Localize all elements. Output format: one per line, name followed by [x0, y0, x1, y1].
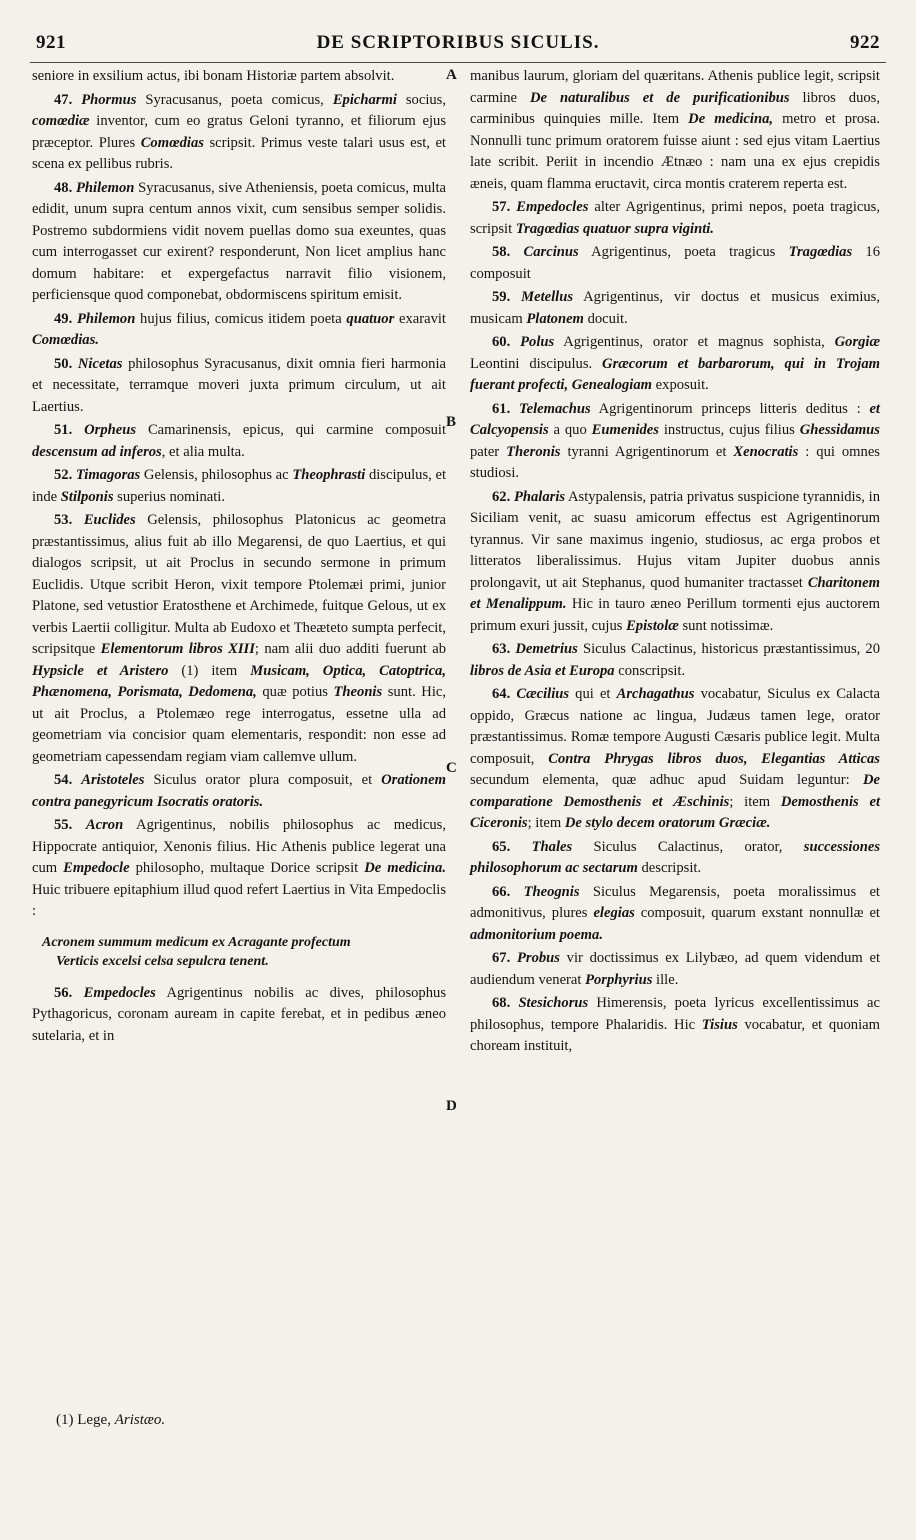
emphasis-text: Probus: [516, 950, 560, 966]
emphasis-text: Comœdias: [140, 134, 204, 151]
emphasis-text: De naturalibus et de purificationibus: [530, 89, 790, 106]
emphasis-text: De comparatione Demosthenis et Æschinis: [470, 772, 880, 810]
body-text: socius,: [396, 91, 447, 108]
emphasis-text: Thales: [531, 838, 573, 855]
entry-66: [470, 882, 880, 947]
emphasis-text: admonitorium poema.: [470, 926, 603, 943]
entry-47: [32, 90, 446, 176]
body-text: Huic tribuere epitaphium illud quod refert Laertius in Vita Empedoclis :: [32, 881, 446, 919]
body-text: inventor, cum eo gratus Geloni tyranno, et filiorum ejus præceptor. Plures: [32, 113, 446, 151]
body-text: secundum elementa, quæ adhuc apud Suidam leguntur:: [470, 772, 863, 788]
body-text: sunt. Hic, ut ait Proclus, a Ptolemæo rege interrogatus, essetne ulla ad geometriam via concisior quam elementaris, respondit: non esse ad geometriam capessendam regiam viam callemve ullum.: [32, 684, 447, 765]
entry-48: [32, 178, 446, 307]
body-text: Siculus Megarensis, poeta moralissimus et admonitivus, plures: [470, 883, 880, 921]
entry-number: 63.: [492, 641, 516, 657]
body-text: Siculus Calactinus, historicus præstantissimus, 20: [577, 641, 881, 657]
emphasis-text: Empedocle: [63, 860, 130, 876]
body-text: manibus laurum, gloriam del quæritans. Athenis publice legit, scripsit carmine: [470, 68, 880, 106]
body-text: Gelensis, philosophus Platonicus ac geometra præstantissimus, alius fuit ab illo Megarensi, de quo Laertius, et qui dialogos scripsit, ut ait Proclus in secundo sermone in primum Euclidis. Utque scribit Heron, vixit tempore Ptolemæi primi, junior Platone, sed vetustior Eratosthene et Archimede, fuitque Gelous, ut ex verbis Laertii colligitur. Multa ab Eudoxo et Theæteto sumpta perfecit, scripsitque: [32, 512, 447, 657]
entry-68: [470, 993, 880, 1058]
body-text: composuit, quarum exstant nonnullæ et: [634, 905, 880, 921]
body-text: alter Agrigentinus, primi nepos, poeta tragicus, scripsit: [470, 199, 881, 237]
body-text: sunt notissimæ.: [678, 617, 774, 634]
entry-number: 59.: [492, 289, 522, 305]
body-text: a quo: [548, 422, 592, 438]
emphasis-text: elegias: [593, 905, 635, 921]
entry-58: [470, 242, 880, 285]
body-text: ; item: [527, 815, 565, 831]
body-text: vocabatur, Siculus ex Calacta oppido, Græcus natione ac lingua, Judæus tamen lege, orator præstantissimus. Romæ tempore Augusti Cæsaris publice legit. Multa composuit,: [470, 686, 880, 767]
footnote-italic: Aristæo.: [114, 1412, 166, 1428]
body-text: 16 composuit: [470, 244, 880, 282]
entry-59: [470, 287, 880, 330]
emphasis-text: Græcorum et barbarorum, qui in Trojam fuerant profecti, Genealogiam: [470, 355, 880, 393]
entry-number: 54.: [54, 772, 82, 788]
emphasis-text: Hypsicle et Aristero: [32, 662, 169, 679]
entry-62: [470, 487, 880, 638]
emphasis-text: descensum ad inferos: [32, 443, 162, 460]
entry-number: 53.: [54, 512, 84, 528]
emphasis-text: Metellus: [521, 289, 574, 305]
emphasis-text: Philemon: [76, 179, 135, 196]
entry-number: 64.: [492, 686, 517, 702]
body-text: (1) item: [168, 662, 251, 679]
body-text: qui et: [569, 686, 617, 702]
emphasis-text: Euclides: [83, 512, 136, 528]
entry-49: [32, 309, 446, 352]
emphasis-text: Telemachus: [519, 400, 591, 417]
entry-56-continued: [470, 66, 880, 195]
body-text: ; nam alii duo additi fuerunt ab: [254, 641, 446, 657]
emphasis-text: Comœdias.: [32, 332, 99, 348]
entry-number: 60.: [492, 334, 521, 350]
body-text: descripsit.: [637, 860, 702, 876]
body-text: Siculus Calactinus, orator,: [572, 838, 804, 855]
body-text: docuit.: [583, 310, 628, 327]
emphasis-text: Tisius: [701, 1016, 738, 1033]
emphasis-text: Platonem: [526, 310, 584, 327]
body-text: Siculus orator plura composuit, et: [144, 772, 382, 788]
emphasis-text: Contra Phrygas libros duos, Elegantias Atticas: [548, 750, 880, 767]
body-text: Himerensis, poeta lyricus excellentissimus ac philosophus, tempore Phalaridis. Hic: [470, 995, 880, 1033]
body-text: Agrigentinus, poeta tragicus: [578, 244, 789, 260]
emphasis-text: Acron: [85, 817, 124, 833]
emphasis-text: De medicina,: [688, 111, 774, 127]
page-number-left: 921: [36, 32, 66, 53]
emphasis-text: Theonis: [333, 684, 383, 700]
body-text: ; item: [729, 793, 781, 810]
emphasis-text: Xenocratis: [733, 443, 799, 460]
entry-number: 66.: [492, 883, 524, 900]
emphasis-text: Theronis: [506, 443, 561, 460]
body-text: Camarinensis, epicus, qui carmine composuit: [136, 422, 446, 438]
body-text: vir doctissimus ex Lilybæo, ad quem videndum et audiendum venerat: [470, 950, 880, 988]
emphasis-text: Orpheus: [84, 422, 137, 438]
emphasis-text: Epistolæ: [626, 617, 679, 634]
body-text: Hic in tauro æneo Perillum tormenti ejus auctorem primum exuri jussit, cujus: [470, 596, 880, 634]
body-text: tyranni Agrigentinorum et: [560, 443, 734, 460]
entry-number: 55.: [54, 817, 86, 833]
body-text: Agrigentinorum princeps litteris deditus :: [590, 400, 870, 417]
body-text: Agrigentinus, vir doctus et musicus eximius, musicam: [470, 289, 880, 327]
emphasis-text: et Calcyopensis: [470, 400, 880, 438]
body-text: discipulus, et inde: [32, 467, 446, 505]
emphasis-text: Demosthenis et Ciceronis: [470, 793, 880, 831]
entry-number: 51.: [54, 422, 85, 438]
body-text: Syracusanus, poeta comicus,: [136, 91, 333, 108]
entry-number: 68.: [492, 995, 519, 1011]
entry-number: 56.: [54, 984, 84, 1001]
entry-number: 57.: [492, 199, 517, 215]
body-text: superius nominati.: [113, 488, 225, 505]
page-number-right: 922: [850, 32, 880, 53]
emphasis-text: Philemon: [76, 310, 136, 327]
entry-number: 50.: [54, 355, 78, 372]
entry-number: 48.: [54, 179, 77, 196]
left-column: [32, 66, 446, 1049]
emphasis-text: quatuor: [346, 310, 395, 327]
emphasis-text: Theophrasti: [292, 467, 366, 483]
body-text: instructus, cujus filius: [658, 422, 800, 438]
margin-marker-c: C: [446, 760, 457, 776]
entry-51: [32, 420, 446, 463]
emphasis-text: comœdiæ: [32, 113, 90, 129]
entry-52: [32, 465, 446, 508]
emphasis-text: Tragœdias: [788, 244, 853, 260]
body-text: vocabatur, et quoniam choream instituit,: [470, 1016, 880, 1054]
body-text: Agrigentinus nobilis ac dives, philosophus Pythagoricus, coronam auream in capite ferebat, et in pedibus æneo sutelaria, et in: [32, 984, 446, 1044]
entry-65: [470, 837, 880, 880]
body-text: metro et prosa. Nonnulli tunc primum oratorem fuisse aiunt : sed ejus vitam Laertius late scribit. Periit in incendio Ætnæo : nam una ex ejus crepidis æneis, quam flamma eructavit, circa montis craterem reperta est.: [470, 111, 880, 192]
emphasis-text: Carcinus: [523, 244, 579, 260]
body-text: : qui omnes studiosi.: [470, 443, 880, 481]
emphasis-text: Phormus: [81, 91, 137, 108]
emphasis-text: Charitonem et Menalippum.: [470, 574, 880, 612]
emphasis-text: Polus: [520, 334, 555, 350]
emphasis-text: Empedocles: [516, 199, 589, 215]
emphasis-text: successiones philosophorum ac sectarum: [470, 838, 881, 876]
emphasis-text: Elementorum libros XIII: [100, 641, 255, 657]
margin-marker-a: A: [446, 67, 457, 83]
emphasis-text: Eumenides: [591, 422, 659, 438]
body-text: Gelensis, philosophus ac: [140, 467, 293, 483]
entry-number: 52.: [54, 467, 76, 483]
body-text: quæ potius: [256, 684, 334, 700]
right-column: [470, 66, 880, 1060]
body-text: hujus filius, comicus itidem poeta: [135, 310, 347, 327]
emphasis-text: Phalaris: [513, 488, 566, 505]
emphasis-text: Orationem contra panegyricum Isocratis oratoris.: [32, 772, 446, 810]
emphasis-text: Empedocles: [83, 984, 156, 1001]
entry-number: 61.: [492, 400, 520, 417]
verse-line-1: Acronem summum medicum ex Acragante profectum: [42, 934, 351, 950]
body-text: philosopho, multaque Dorice scripsit: [129, 860, 365, 876]
epitaph-verse: [32, 933, 446, 971]
entry-number: 62.: [492, 488, 514, 505]
body-text: exposuit.: [652, 377, 709, 393]
body-text: , et alia multa.: [161, 443, 245, 460]
paragraph-continued: seniore in exsilium actus, ibi bonam Historiæ partem absolvit.: [32, 68, 395, 84]
verse-line-2: Verticis excelsi celsa sepulcra tenent.: [56, 953, 269, 969]
emphasis-text: Aristoteles: [81, 772, 145, 788]
emphasis-text: De stylo decem oratorum Græciæ.: [564, 815, 771, 831]
body-text: Agrigentinus, nobilis philosophus ac medicus, Hippocrate antiquior, Xenonis filius. Hic Athenis publice legerat una cum: [32, 817, 446, 876]
footnote: [56, 1412, 165, 1429]
body-text: ille.: [652, 971, 679, 988]
emphasis-text: libros de Asia et Europa: [470, 662, 615, 679]
entry-number: 49.: [54, 310, 77, 327]
entry-56: [32, 983, 446, 1048]
entry-64: [470, 684, 880, 835]
emphasis-text: Porphyrius: [585, 971, 653, 988]
entry-number: 67.: [492, 950, 517, 966]
emphasis-text: Tragœdias quatuor supra viginti.: [515, 220, 714, 237]
entry-55: [32, 815, 446, 923]
body-text: libros duos, carminibus quinquies mille. Item: [470, 89, 881, 127]
emphasis-text: Epicharmi: [332, 91, 397, 108]
emphasis-text: Ghessidamus: [799, 422, 880, 438]
body-text: Astypalensis, patria privatus suspicione tyrannidis, in Siciliam venit, ac suasu amicorum effectus est Agrigentinorum tyrannus. Vir sane maximus ingenio, studiosus, ac erga probos et litteratos liberalissimus. Hujus vitam Jupiter duobus annis prolongavit, ut ait Stephanus, quod humaniter tractasset: [470, 488, 880, 591]
entry-number: 47.: [54, 91, 82, 108]
body-text: conscripsit.: [614, 662, 686, 679]
entry-61: [470, 399, 880, 485]
emphasis-text: Stesichorus: [518, 995, 589, 1011]
margin-marker-d: D: [446, 1098, 457, 1114]
emphasis-text: Timagoras: [75, 467, 141, 483]
body-text: pater: [470, 443, 507, 460]
entry-number: 65.: [492, 838, 532, 855]
body-text: Syracusanus, sive Atheniensis, poeta comicus, multa edidit, unum supra centum annos vixit, cum sensibus semper solidis. Postremo subdormiens vidit novem puellas domo sua exeuntes, quas cum interrogasset cur exirent? responderunt, Non licet amplius hanc domum habitare: et expergefactus narravit filio visionem, perficiensque quod componebat, obdormiscens spiritum emisit.: [32, 179, 447, 303]
emphasis-text: Musicam, Optica, Catoptrica, Phænomena, Porismata, Dedomena,: [32, 662, 446, 700]
body-text: scripsit. Primus veste talari usus est, et scena ex pellibus rubris.: [32, 134, 446, 172]
entry-60: [470, 332, 880, 397]
emphasis-text: Cæcilius: [516, 686, 570, 702]
emphasis-text: Gorgiæ: [834, 334, 881, 350]
entry-number: 58.: [492, 244, 524, 260]
running-title: DE SCRIPTORIBUS SICULIS.: [316, 32, 600, 53]
emphasis-text: Theognis: [523, 883, 580, 900]
entry-67: [470, 948, 880, 991]
entry-50: [32, 354, 446, 419]
emphasis-text: Stilponis: [60, 488, 114, 505]
entry-53: [32, 510, 446, 768]
entry-54: [32, 770, 446, 813]
entry-57: [470, 197, 880, 240]
margin-marker-b: B: [446, 414, 457, 430]
emphasis-text: Nicetas: [77, 355, 123, 372]
emphasis-text: Archagathus: [616, 686, 695, 702]
entry-63: [470, 639, 880, 682]
body-text: exaravit: [394, 310, 446, 327]
body-text: philosophus Syracusanus, dixit omnia fieri harmonia et necessitate, terramque moveri juxta primum circulum, ut ait Laertius.: [32, 355, 447, 415]
body-text: Agrigentinus, orator et magnus sophista,: [554, 334, 835, 350]
running-header: [30, 28, 886, 63]
emphasis-text: Demetrius: [515, 641, 578, 657]
footnote-text: (1) Lege,: [56, 1412, 115, 1428]
emphasis-text: De medicina.: [364, 860, 446, 876]
body-text: Leontini discipulus.: [470, 355, 603, 372]
